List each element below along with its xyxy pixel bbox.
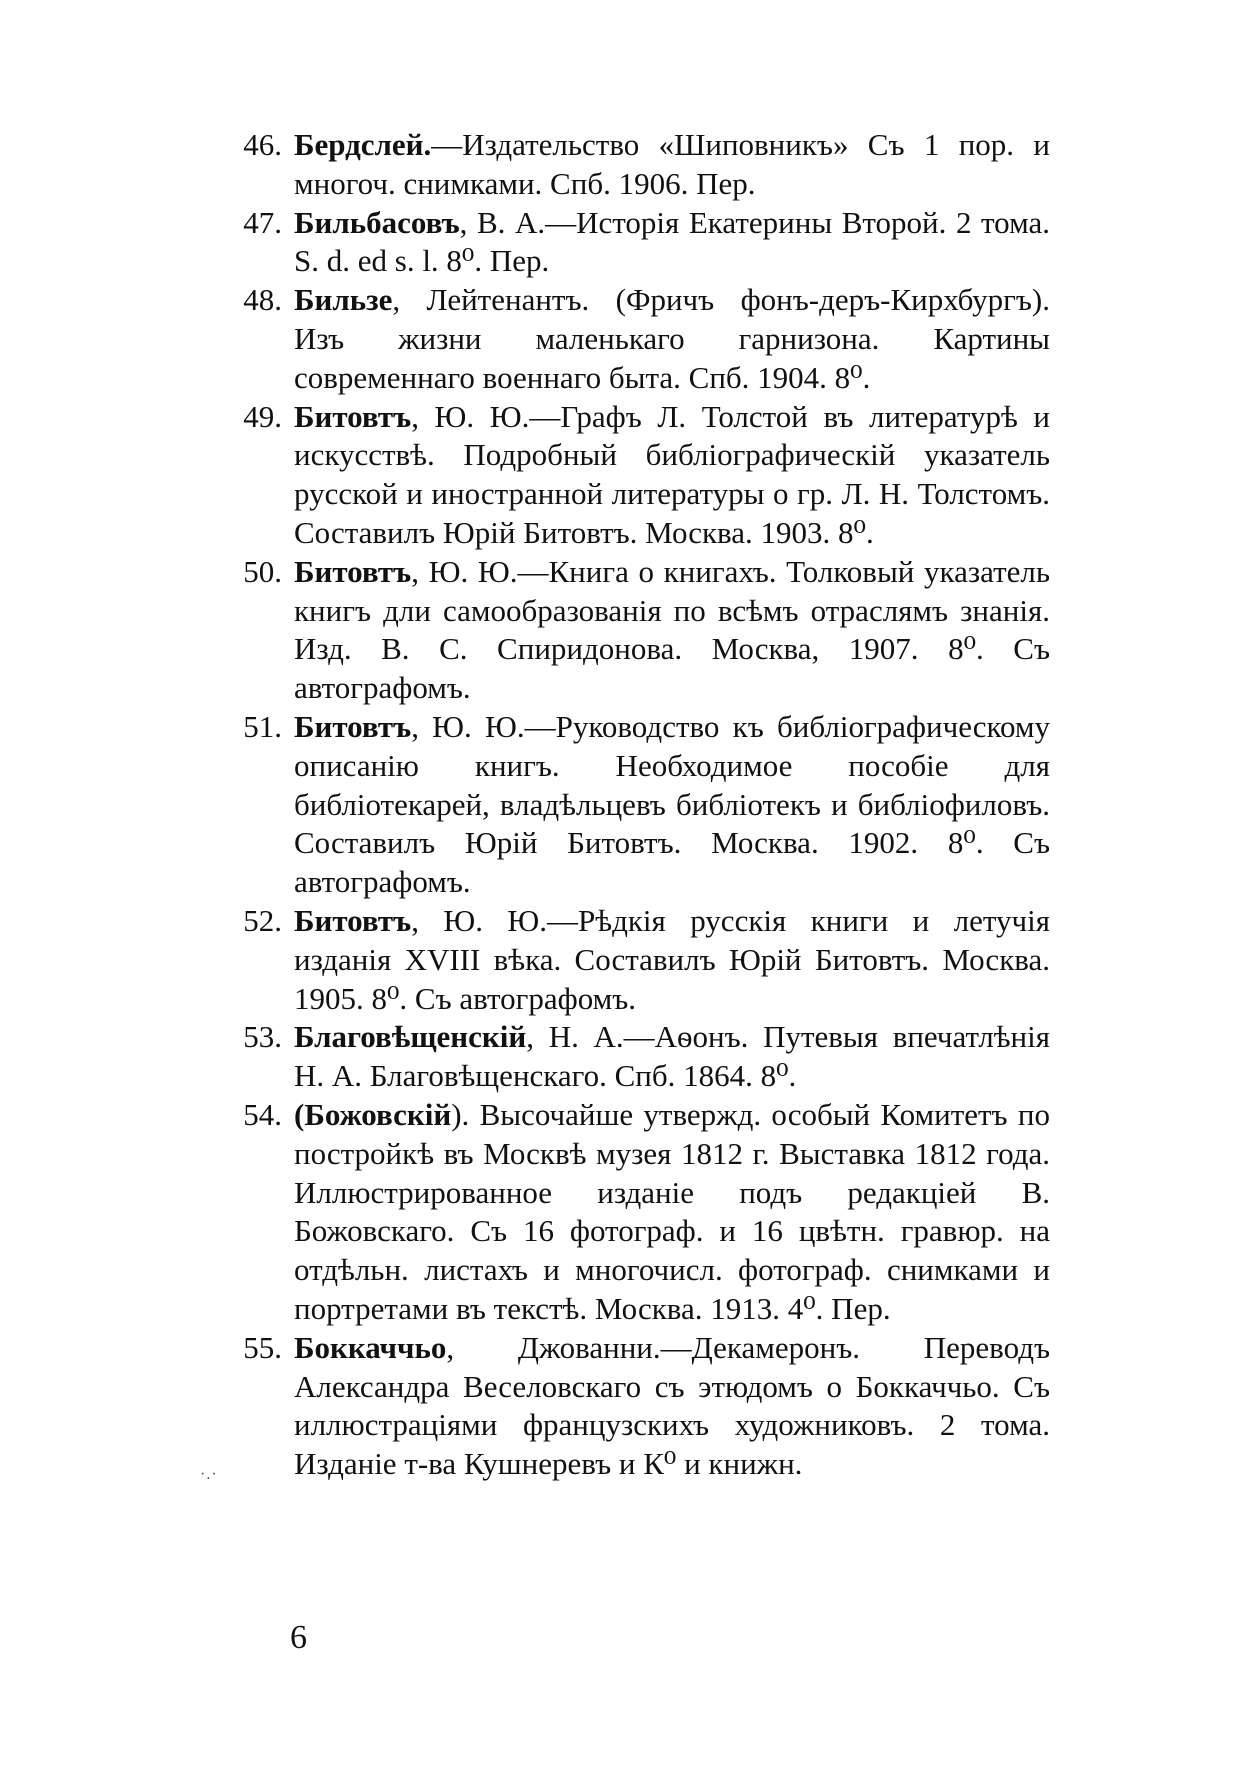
catalog-entry — [218, 553, 1050, 708]
entry-description: , В. А.—Исторія Екатерины Второй. 2 тома. S. d. ed s. l. 8⁰. Пер. — [294, 204, 1050, 279]
entry-description: , Джованни.—Декамеронъ. Переводъ Александра Веселовскаго съ этюдомъ о Боккаччьо. Съ иллюстраціями французскихъ художниковъ. 2 тома. Изданіе т-ва Кушнеревъ и К⁰ и книжн. — [294, 1329, 1050, 1482]
entry-author: Боккаччьо — [294, 1329, 447, 1365]
entry-number: 47. — [243, 204, 282, 240]
entry-description: ). Высочайше утвержд. особый Комитетъ по постройкѣ въ Москвѣ музея 1812 г. Выставка 1812 года. Иллюстрированное изданіе подъ редакціей В. Божовскаго. Съ 16 фотограф. и 16 цвѣтн. гравюр. на отдѣльн. листахъ и многочисл. фотограф. снимками и портретами въ текстѣ. Москва. 1913. 4⁰. Пер. — [294, 1096, 1050, 1326]
entry-number: 54. — [243, 1096, 282, 1132]
catalog-entries — [218, 126, 1050, 1484]
entry-number: 52. — [243, 902, 282, 938]
entry-number: 50. — [243, 553, 282, 589]
entry-number: 53. — [243, 1019, 282, 1055]
catalog-entry — [218, 902, 1050, 1018]
entry-author: Бильзе — [294, 282, 393, 318]
entry-description: , Н. А.—Аѳонъ. Путевыя впечатлѣнія Н. А. Благовѣщенскаго. Спб. 1864. 8⁰. — [294, 1019, 1050, 1094]
entry-description: —Издательство «Шиповникъ» Съ 1 пор. и многоч. снимками. Спб. 1906. Пер. — [294, 127, 1050, 201]
catalog-entry — [218, 708, 1050, 902]
entry-author: Битовтъ — [294, 902, 412, 938]
entry-author: (Божовскій — [294, 1096, 452, 1132]
margin-pencil-mark: ·.· — [200, 1466, 218, 1483]
entry-number: 46. — [243, 127, 282, 162]
entry-author: Битовтъ — [294, 553, 412, 589]
entry-author: Битовтъ — [294, 398, 412, 434]
entry-number: 51. — [243, 708, 282, 744]
entry-author: Бильбасовъ — [294, 204, 460, 240]
catalog-entry — [218, 204, 1050, 282]
entry-description: , Ю. Ю.—Рѣдкія русскія книги и летучія изданія XVIII вѣка. Составилъ Юрій Битовтъ. Москва. 1905. 8⁰. Съ автографомъ. — [294, 902, 1050, 1016]
catalog-entry — [218, 398, 1050, 553]
entry-author: Битовтъ — [294, 708, 412, 744]
catalog-entry — [218, 1096, 1050, 1329]
catalog-entry — [218, 1329, 1050, 1484]
entry-number: 49. — [243, 398, 282, 434]
catalog-entry — [218, 126, 1050, 204]
entry-author: Благовѣщенскій — [294, 1019, 527, 1055]
catalog-entry — [218, 1018, 1050, 1096]
entry-description: , Ю. Ю.—Графъ Л. Толстой въ литературѣ и искусствѣ. Подробный библіографическій указатель русской и иностранной литературы о гр. Л. Н. Толстомъ. Составилъ Юрій Битовтъ. Москва. 1903. 8⁰. — [294, 398, 1050, 550]
entry-number: 48. — [243, 282, 282, 318]
catalog-entry — [218, 281, 1050, 397]
entry-description: , Ю. Ю.—Книга о книгахъ. Толковый указатель книгъ дли самообразованія по всѣмъ отраслямъ знанія. Изд. В. С. Спиридонова. Москва, 1907. 8⁰. Съ автографомъ. — [294, 553, 1050, 706]
entry-author: Бердслей. — [294, 127, 432, 162]
entry-number: 55. — [243, 1329, 282, 1365]
entry-description: , Ю. Ю.—Руководство къ библіографическому описанію книгъ. Необходимое пособіе для библіотекарей, владѣльцевъ библіотекъ и библіофиловъ. Составилъ Юрій Битовтъ. Москва. 1902. 8⁰. Съ автографомъ. — [294, 708, 1050, 900]
entry-description: , Лейтенантъ. (Фричъ фонъ-деръ-Кирхбургъ). Изъ жизни маленькаго гарнизона. Картины современнаго военнаго быта. Спб. 1904. 8⁰. — [294, 282, 1050, 395]
page-number: 6 — [290, 1619, 307, 1656]
